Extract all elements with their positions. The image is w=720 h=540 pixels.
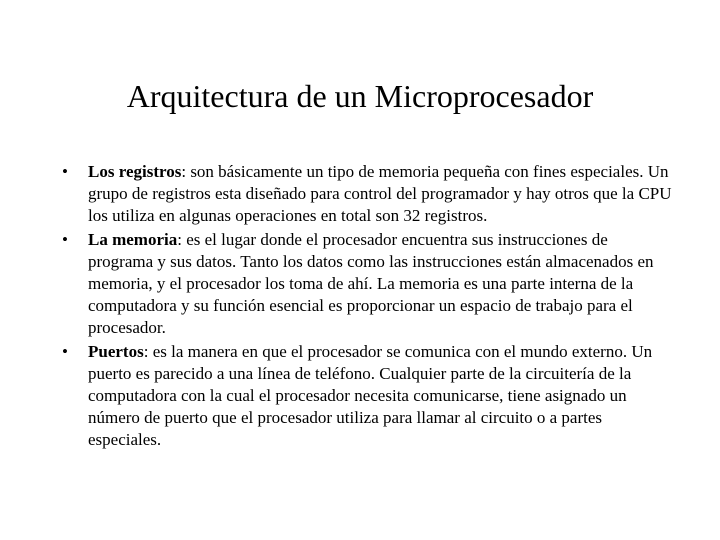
bullet-item-memoria [55,229,675,339]
bullet-icon: • [62,342,68,361]
bullet-icon: • [62,230,68,249]
bullet-term: La memoria [88,230,178,249]
bullet-term: Los registros [88,162,182,181]
bullet-icon: • [62,162,68,181]
bullet-term: Puertos [88,342,144,361]
bullet-text: : es la manera en que el procesador se comunica con el mundo externo. Un puerto es parecido a una línea de teléfono. Cualquier parte de la circuitería de la computadora con la cual el procesador necesita comunicarse, tiene asignado un número de puerto que el procesador utiliza para llamar al circuito o a partes especiales. [88,342,653,449]
bullet-item-registros [55,161,675,227]
slide-title: Arquitectura de un Microprocesador [126,78,594,114]
bullet-text: : es el lugar donde el procesador encuentra sus instrucciones de programa y sus datos. Tanto los datos como las instrucciones están almacenados en memoria, y el procesador los toma de ahí. La memoria es una parte interna de la computadora y su función esencial es proporcionar un espacio de trabajo para el procesador. [88,230,654,337]
bullet-item-puertos [55,341,675,451]
bullet-text: : son básicamente un tipo de memoria pequeña con fines especiales. Un grupo de registros esta diseñado para control del programador y hay otros que la CPU los utiliza en algunas operaciones en total son 32 registros. [88,162,672,225]
bullet-list [55,161,675,453]
